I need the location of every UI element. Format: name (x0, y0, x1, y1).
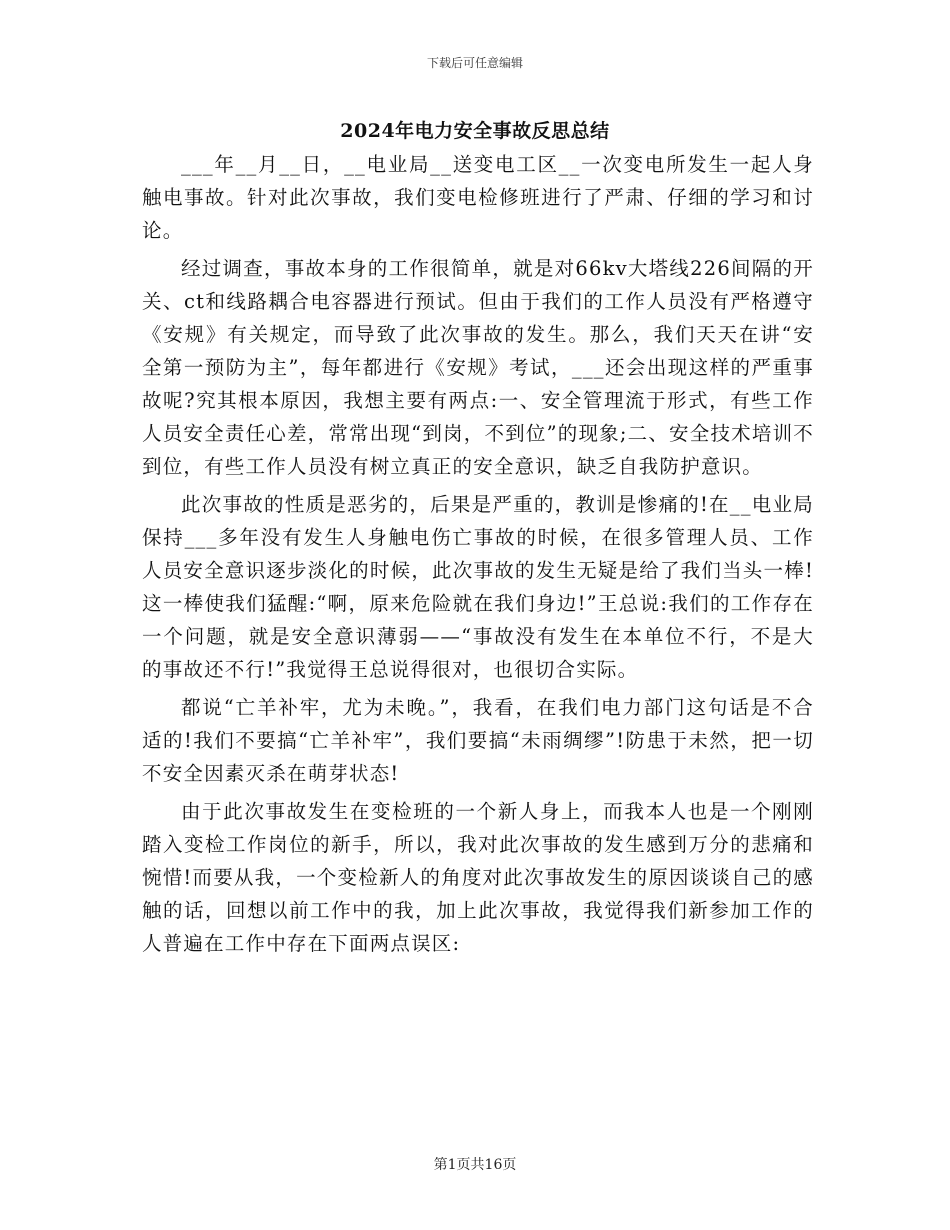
paragraph-3: 此次事故的性质是恶劣的，后果是严重的，教训是惨痛的!在__电业局保持___多年没有发生人身触电伤亡事故的时候，在很多管理人员、工作人员安全意识逐步淡化的时候，此次事故的发生无疑是给了我们当头一棒!这一棒使我们猛醒:“啊，原来危险就在我们身边!”王总说:我们的工作存在一个问题，就是安全意识薄弱——“事故没有发生在本单位不行，不是大的事故还不行!”我觉得王总说得很对，也很切合实际。 (142, 493, 814, 681)
page-number: 第1页共16页 (433, 1157, 517, 1173)
paragraph-5: 由于此次事故发生在变检班的一个新人身上，而我本人也是一个刚刚踏入变检工作岗位的新手，所以，我对此次事故的发生感到万分的悲痛和惋惜!而要从我，一个变检新人的角度对此次事故发生的原因谈谈自己的感触的话，回想以前工作中的我，加上此次事故，我觉得我们新参加工作的人普遍在工作中存在下面两点误区: (142, 800, 814, 955)
paragraph-1: ___年__月__日，__电业局__送变电工区__一次变电所发生一起人身触电事故。针对此次事故，我们变电检修班进行了严肃、仔细的学习和讨论。 (142, 153, 814, 242)
paragraph-2: 经过调查，事故本身的工作很简单，就是对66kv大塔线226间隔的开关、ct和线路耦合电容器进行预试。但由于我们的工作人员没有严格遵守《安规》有关规定，而导致了此次事故的发生。那么，我们天天在讲“安全第一预防为主”，每年都进行《安规》考试，___还会出现这样的严重事故呢?究其根本原因，我想主要有两点:一、安全管理流于形式，有些工作人员安全责任心差，常常出现“到岗，不到位”的现象;二、安全技术培训不到位，有些工作人员没有树立真正的安全意识，缺乏自我防护意识。 (142, 257, 814, 478)
document-body (142, 148, 814, 965)
paragraph-4: 都说“亡羊补牢，尤为未晚。”，我看，在我们电力部门这句话是不合适的!我们不要搞“亡羊补牢”，我们要搞“未雨绸缪”!防患于未然，把一切不安全因素灭杀在萌芽状态! (142, 696, 814, 785)
header-note: 下载后可任意编辑 (426, 56, 523, 70)
document-title: 2024年电力安全事故反思总结 (340, 120, 610, 142)
